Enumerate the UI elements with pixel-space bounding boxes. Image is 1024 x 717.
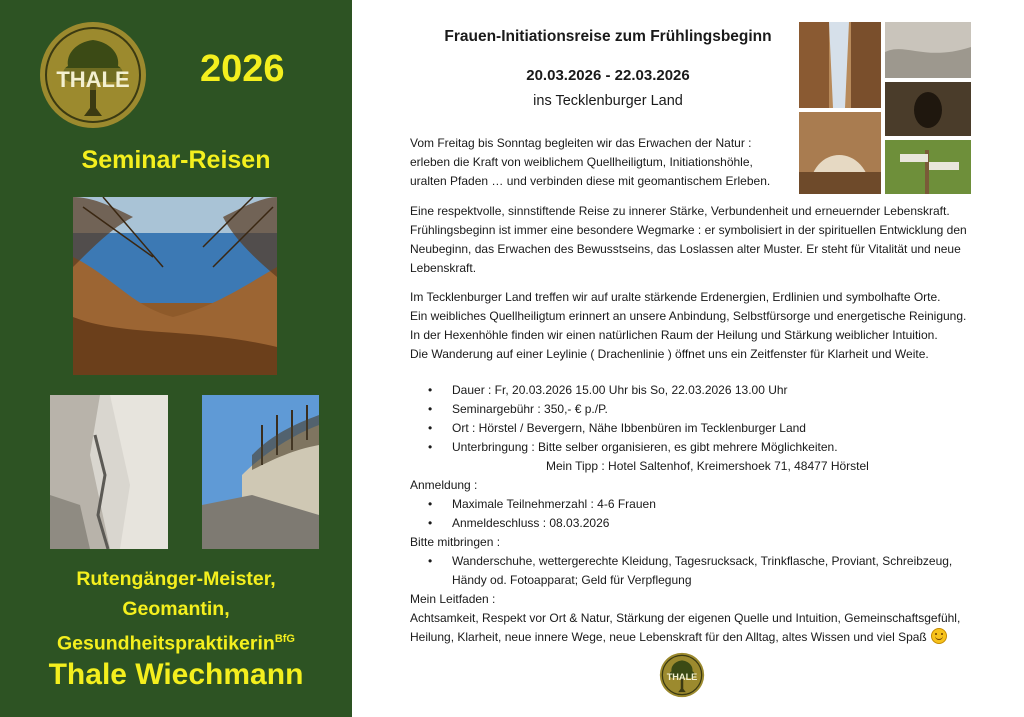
photo-sea-cliff bbox=[73, 197, 277, 375]
registration-item: • Maximale Teilnehmerzahl : 4-6 Frauen bbox=[410, 495, 1000, 514]
text-line: Ein weibliches Quellheiligtum erinnert an unsere Anbindung, Selbstfürsorge und energetische Reinigung. bbox=[410, 309, 967, 323]
tree-logo-icon bbox=[38, 20, 148, 130]
text-line: In der Hexenhöhle finden wir einen natürlichen Raum der Heilung und Stärkung weiblicher Intuition. bbox=[410, 328, 938, 342]
bring-item: • Wanderschuhe, wettergerechte Kleidung, Tagesrucksack, Trinkflasche, Proviant, Schreibzeug, bbox=[410, 552, 1000, 571]
detail-location: • Ort : Hörstel / Bevergern, Nähe Ibbenbüren im Tecklenburger Land bbox=[410, 419, 1000, 438]
event-details bbox=[410, 381, 1000, 647]
credentials bbox=[0, 564, 352, 659]
credential-line: Geomantin, bbox=[122, 598, 230, 620]
photo-rock-formation bbox=[50, 395, 168, 549]
photo-collage bbox=[799, 22, 971, 194]
photo-sandstone bbox=[885, 22, 971, 78]
detail-tip: Mein Tipp : Hotel Saltenhof, Kreimershoek 71, 48477 Hörstel bbox=[546, 459, 869, 473]
seminar-heading: Seminar-Reisen bbox=[81, 146, 271, 174]
text-line: erleben die Kraft von weiblichem Quellheiligtum, Initiationshöhle, bbox=[410, 155, 753, 169]
text-line: Lebenskraft. bbox=[410, 261, 477, 275]
paragraph-spring bbox=[410, 202, 1000, 278]
detail-accommodation: • Unterbringung : Bitte selber organisieren, es gibt mehrere Möglichkeiten. bbox=[410, 438, 1000, 457]
author-name: Thale Wiechmann bbox=[48, 658, 304, 691]
photo-tree-hollow bbox=[885, 82, 971, 136]
credential-line: Gesundheitspraktikerin$^{BfG}$ bbox=[57, 632, 295, 655]
text-line: Die Wanderung auf einer Leylinie ( Drachenlinie ) öffnet uns ein Zeitfenster für Klarheit und Weite. bbox=[410, 347, 929, 361]
registration-item: • Anmeldeschluss : 08.03.2026 bbox=[410, 514, 1000, 533]
guideline-heading: Mein Leitfaden : bbox=[410, 592, 496, 606]
registration-heading: Anmeldung : bbox=[410, 478, 478, 492]
bring-heading: Bitte mitbringen : bbox=[410, 535, 501, 549]
intro-paragraph bbox=[410, 134, 795, 191]
smiley-icon bbox=[931, 628, 947, 644]
text-line: Neubeginn, das Erwachen des Bewusstseins, das Loslassen alter Muster. Er steht für Vitalität und neue bbox=[410, 242, 961, 256]
event-region: ins Tecklenburger Land bbox=[533, 93, 683, 109]
text-line: Vom Freitag bis Sonntag begleiten wir das Erwachen der Natur : bbox=[410, 136, 752, 150]
svg-text:THALE: THALE bbox=[56, 67, 130, 92]
guideline-line-last: Heilung, Klarheit, neue innere Wege, neue Lebenskraft für den Alltag, altes Wissen und viel Spaß bbox=[410, 628, 1000, 647]
detail-duration: • Dauer : Fr, 20.03.2026 15.00 Uhr bis So, 22.03.2026 13.00 Uhr bbox=[410, 381, 1000, 400]
footer-tree-logo-icon bbox=[659, 652, 705, 698]
photo-rock-arch bbox=[799, 112, 881, 194]
main-content bbox=[352, 0, 1024, 717]
paragraph-tecklenburg bbox=[410, 288, 1000, 364]
year-heading: 2026 bbox=[200, 48, 285, 90]
credential-line: Rutengänger-Meister, bbox=[76, 568, 276, 590]
photo-cave bbox=[799, 22, 881, 108]
credential-superscript: BfG bbox=[274, 633, 295, 645]
page-title: Frauen-Initiationsreise zum Frühlingsbeginn bbox=[444, 28, 772, 45]
photo-forest-coast bbox=[202, 395, 319, 549]
text-line: uralten Pfaden … und verbinden diese mit geomantischem Erleben. bbox=[410, 174, 771, 188]
bring-item-continued: Händy od. Fotoapparat; Geld für Verpflegung bbox=[452, 573, 692, 587]
sidebar bbox=[0, 0, 352, 717]
guideline-line: Achtsamkeit, Respekt vor Ort & Natur, Stärkung der eigenen Quelle und Intuition, Gemeinschaftsgefühl, bbox=[410, 611, 961, 625]
svg-text:THALE: THALE bbox=[666, 672, 698, 683]
photo-signpost bbox=[885, 140, 971, 194]
text-line: Frühlingsbeginn ist immer eine besondere Wegmarke : er symbolisiert in der spirituellen Entwicklung den bbox=[410, 223, 967, 237]
text-line: Eine respektvolle, sinnstiftende Reise zu innerer Stärke, Verbundenheit und erneuernder Lebenskraft. bbox=[410, 204, 950, 218]
text-line: Im Tecklenburger Land treffen wir auf uralte stärkende Erdenergien, Erdlinien und symbolhafte Orte. bbox=[410, 290, 941, 304]
event-dates: 20.03.2026 - 22.03.2026 bbox=[526, 67, 690, 84]
detail-fee: • Seminargebühr : 350,- € p./P. bbox=[410, 400, 1000, 419]
